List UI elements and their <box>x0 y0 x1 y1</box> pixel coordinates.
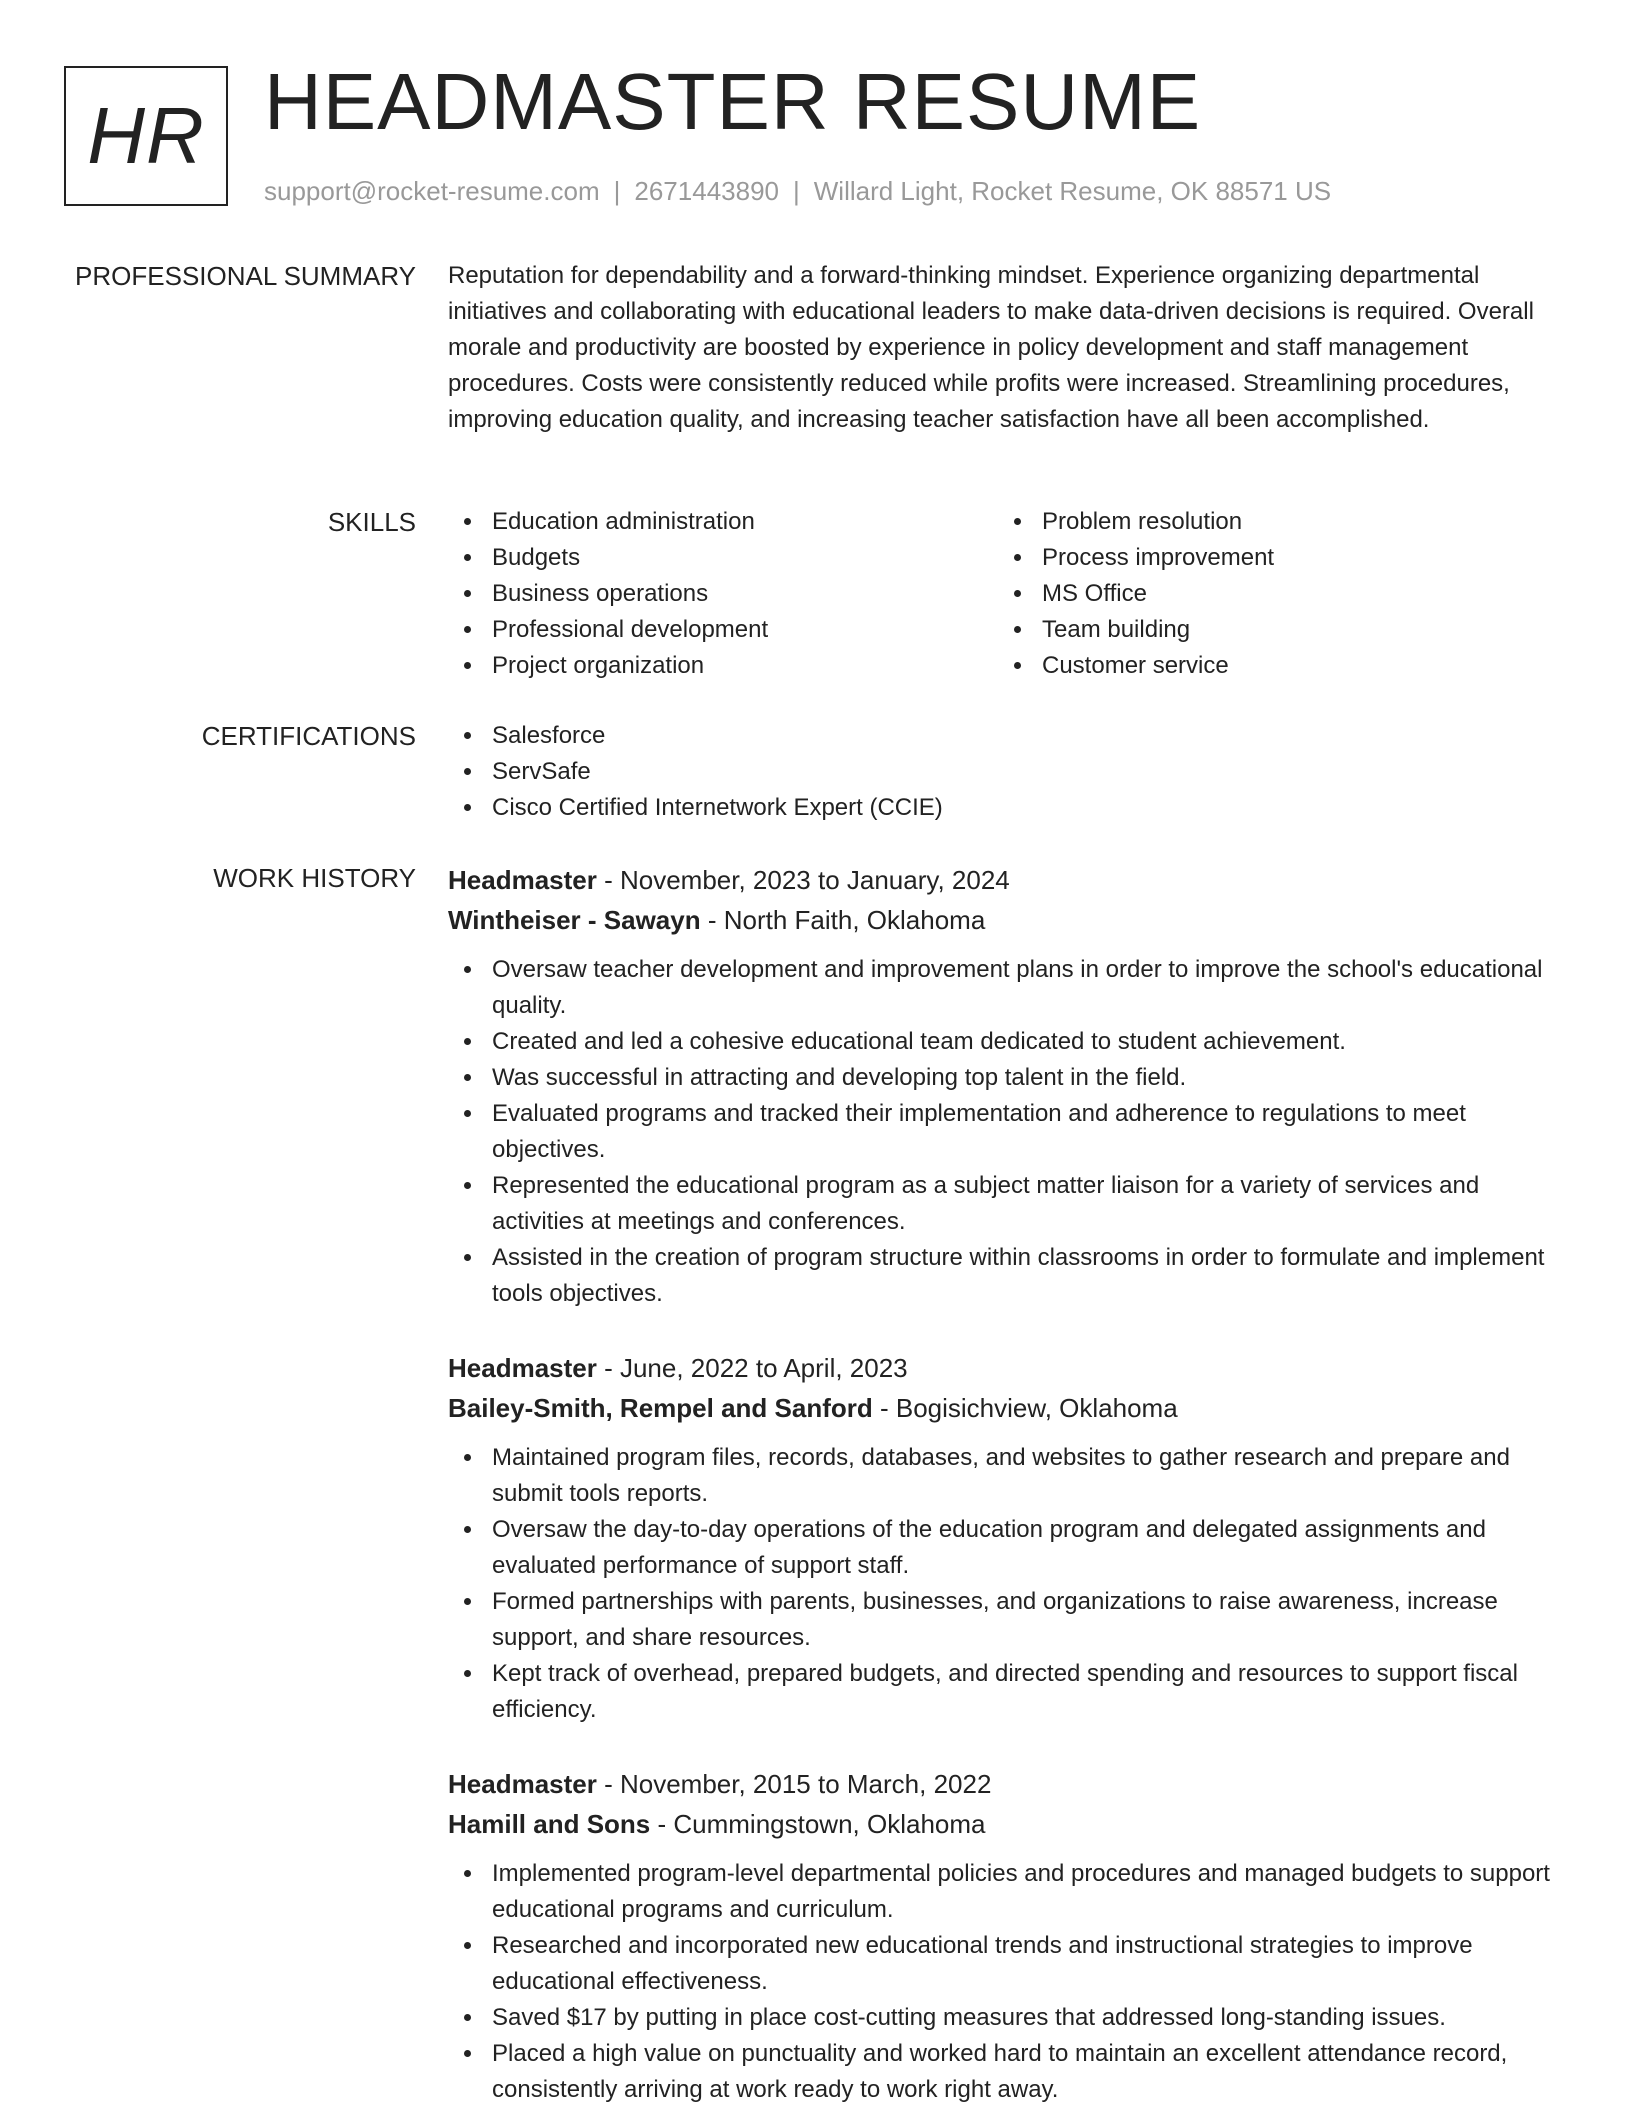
job-duties-list <box>448 952 1568 1312</box>
summary-heading: PROFESSIONAL SUMMARY <box>75 261 416 291</box>
job-title-line: Headmaster - November, 2023 to January, 2024 <box>448 865 1010 895</box>
skill-item: Education administration <box>448 504 998 540</box>
job-title-line: Headmaster - June, 2022 to April, 2023 <box>448 1353 908 1383</box>
resume-title: HEADMASTER RESUME <box>264 57 1202 146</box>
job-duty: Oversaw teacher development and improvement plans in order to improve the school's educational quality. <box>448 952 1568 1024</box>
contact-separator: | <box>613 176 621 206</box>
job-role: Headmaster <box>448 1769 597 1799</box>
job-dates: November, 2015 to March, 2022 <box>619 1769 992 1799</box>
job-location: Cummingstown, Oklahoma <box>673 1809 986 1839</box>
job-company: Wintheiser - Sawayn <box>448 905 701 935</box>
job-company-line: Hamill and Sons - Cummingstown, Oklahoma <box>448 1809 986 1839</box>
job-company: Bailey-Smith, Rempel and Sanford <box>448 1393 873 1423</box>
job-role: Headmaster <box>448 1353 597 1383</box>
job-duty: Represented the educational program as a subject matter liaison for a variety of services and activities at meetings and conferences. <box>448 1168 1568 1240</box>
certification-item: ServSafe <box>448 754 1568 790</box>
monogram-initials: HR <box>87 91 205 180</box>
skills-list-left <box>448 504 998 684</box>
job-duty: Placed a high value on punctuality and worked hard to maintain an excellent attendance record, consistently arriving at work ready to work right away. <box>448 2036 1568 2108</box>
contact-separator: | <box>793 176 800 206</box>
skill-item: MS Office <box>998 576 1548 612</box>
job-company: Hamill and Sons <box>448 1809 651 1839</box>
certification-item: Salesforce <box>448 718 1568 754</box>
contact-phone[interactable]: 2671443890 <box>634 176 779 206</box>
job-duty: Researched and incorporated new educational trends and instructional strategies to improve educational effectiveness. <box>448 1928 1568 2000</box>
job-location: Bogisichview, Oklahoma <box>895 1393 1178 1423</box>
job-duties-list <box>448 1856 1568 2108</box>
skills-list-right <box>998 504 1548 684</box>
contact-email[interactable]: support@rocket-resume.com <box>264 176 600 206</box>
certification-item: Cisco Certified Internetwork Expert (CCIE) <box>448 790 1568 826</box>
job-company-line: Wintheiser - Sawayn - North Faith, Oklahoma <box>448 905 986 935</box>
job-entry <box>448 1348 1568 1728</box>
skill-item: Team building <box>998 612 1548 648</box>
work-history-heading: WORK HISTORY <box>213 863 416 893</box>
job-duty: Formed partnerships with parents, businesses, and organizations to raise awareness, increase support, and share resources. <box>448 1584 1568 1656</box>
job-duty: Kept track of overhead, prepared budgets, and directed spending and resources to support fiscal efficiency. <box>448 1656 1568 1728</box>
job-dates: November, 2023 to January, 2024 <box>619 865 1010 895</box>
skill-item: Process improvement <box>998 540 1548 576</box>
skill-item: Problem resolution <box>998 504 1548 540</box>
job-role: Headmaster <box>448 865 597 895</box>
summary-text: Reputation for dependability and a forward-thinking mindset. Experience organizing departmental initiatives and collaborating with educational leaders to make data-driven decisions is required. Overall morale and productivity are boosted by experience in policy development and staff management procedures. Costs were consistently reduced while profits were increased. Streamlining procedures, improving education quality, and increasing teacher satisfaction have all been accomplished. <box>448 262 1534 433</box>
certifications-heading: CERTIFICATIONS <box>201 721 416 751</box>
job-duty: Maintained program files, records, databases, and websites to gather research and prepare and submit tools reports. <box>448 1440 1568 1512</box>
job-duty: Saved $17 by putting in place cost-cutting measures that addressed long-standing issues. <box>448 2000 1568 2036</box>
skill-item: Professional development <box>448 612 998 648</box>
skills-heading: SKILLS <box>327 507 416 537</box>
monogram-badge <box>64 66 228 206</box>
contact-line <box>264 174 1331 208</box>
job-dates: June, 2022 to April, 2023 <box>619 1353 908 1383</box>
job-duties-list <box>448 1440 1568 1728</box>
skill-item: Customer service <box>998 648 1548 684</box>
job-duty: Evaluated programs and tracked their implementation and adherence to regulations to meet objectives. <box>448 1096 1568 1168</box>
job-duty: Assisted in the creation of program structure within classrooms in order to formulate and implement tools objectives. <box>448 1240 1568 1312</box>
skill-item: Business operations <box>448 576 998 612</box>
job-entry <box>448 860 1568 1312</box>
job-duty: Oversaw the day-to-day operations of the education program and delegated assignments and evaluated performance of support staff. <box>448 1512 1568 1584</box>
skill-item: Project organization <box>448 648 998 684</box>
job-entry <box>448 1764 1568 2108</box>
job-title-line: Headmaster - November, 2015 to March, 2022 <box>448 1769 992 1799</box>
certifications-list <box>448 718 1568 826</box>
job-location: North Faith, Oklahoma <box>723 905 986 935</box>
job-duty: Was successful in attracting and developing top talent in the field. <box>448 1060 1568 1096</box>
skill-item: Budgets <box>448 540 998 576</box>
job-duty: Implemented program-level departmental policies and procedures and managed budgets to support educational programs and curriculum. <box>448 1856 1568 1928</box>
job-duty: Created and led a cohesive educational team dedicated to student achievement. <box>448 1024 1568 1060</box>
job-company-line: Bailey-Smith, Rempel and Sanford - Bogisichview, Oklahoma <box>448 1393 1178 1423</box>
contact-address: Willard Light, Rocket Resume, OK 88571 US <box>813 176 1332 206</box>
